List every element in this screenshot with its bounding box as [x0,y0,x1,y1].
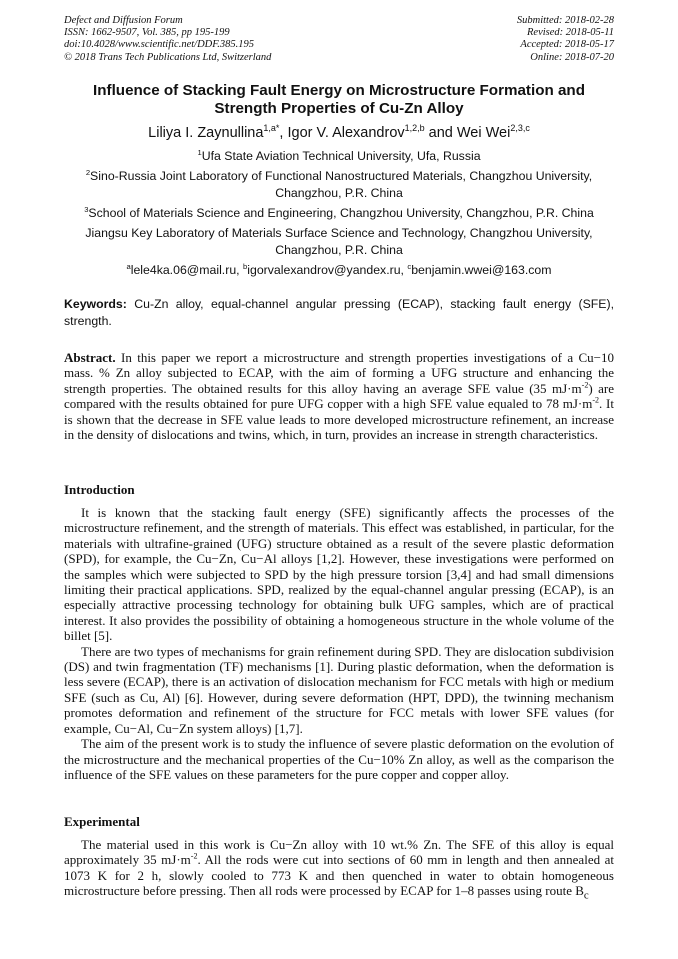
affiliation-text: School of Materials Science and Engineering, Changzhou University, Changzhou, P.R. China [88,206,594,220]
introduction-body [64,505,614,782]
affiliation-text: Jiangsu Key Laboratory of Materials Surface Science and Technology, Changzhou University, [85,226,593,240]
introduction-heading: Introduction [64,482,135,497]
accepted-date: Accepted: 2018-05-17 [520,39,614,51]
intro-paragraph-3: The aim of the present work is to study the influence of severe plastic deformation on the evolution of the microstructure and the mechanical properties of the Cu−10% Zn alloy, as well as the comparison the influence of the SFE values on these parameters for the pure copper and copper alloy. [64,736,614,782]
author-name: Igor V. Alexandrov [287,125,405,141]
email-sup: a [126,261,131,271]
experimental-text: . All the rods were cut into sections of 60 mm in length and then annealed at 1073 K for 2 h, slowly cooled to 773 K and then quenched in water to obtain homogeneous microstructure before pressing. Then all rods were processed by ECAP for 1–8 passes using route B [64,852,614,899]
affiliation-text: Sino-Russia Joint Laboratory of Functional Nanostructured Materials, Changzhou University, [90,169,593,183]
email-separator: , [236,263,244,277]
affiliation-4 [64,225,614,259]
experimental-text: The material used in this work is Cu−Zn alloy with 10 wt.% Zn. The SFE of this alloy is equal approximately 35 mJ·m [64,837,614,868]
affiliation-text: Ufa State Aviation Technical University, Ufa, Russia [201,149,481,163]
affiliation-text: Changzhou, P.R. China [275,186,403,200]
intro-paragraph-2: There are two types of mechanisms for grain refinement during SPD. They are dislocation subdivision (DS) and twin fragmentation (TF) mechanisms [1]. During plastic deformation, when the deformation is less severe (ECAP), there is an activation of dislocation mechanism for FCC metals with high or medium SFE (such as Cu, Al) [6]. However, during severe deformation (HPT, DPD), the twinning mechanism promotes deformation and refinement of the structure for FCC metals with lower SFE values (for example, Cu−Al, Cu−Zn system alloys) [1,7]. [64,643,614,736]
affiliation-2 [64,168,614,202]
author-name: Wei Wei [456,125,511,141]
email-sup: b [243,261,248,271]
email-link[interactable]: benjamin.wwei@163.com [411,263,552,277]
email-sup: c [407,261,412,271]
abstract-text: ) are compared with the results obtained for pure UFG copper with a high SFE value equaled to 78 mJ·m [64,380,614,412]
email-separator: , [400,263,408,277]
keywords-text: Cu-Zn alloy, equal-channel angular pressing (ECAP), stacking fault energy (SFE), strength. [64,297,614,328]
author-affiliation-sup: 1,2,b [404,123,425,134]
revised-date: Revised: 2018-05-11 [527,27,614,39]
publication-dates [517,15,614,64]
title-line-1: Influence of Stacking Fault Energy on Microstructure Formation and [93,82,585,99]
unit-exponent: -2 [592,395,600,405]
author-separator: and [424,125,457,141]
abstract-paragraph [64,350,614,442]
author-name: Liliya I. Zaynullina [148,125,264,141]
paper-title [64,82,614,118]
online-date: Online: 2018-07-20 [530,51,614,63]
unit-exponent: -2 [581,380,589,390]
affiliation-number: 3 [84,204,89,214]
affiliation-text: Changzhou, P.R. China [275,243,403,257]
title-line-2: Strength Properties of Cu-Zn Alloy [214,100,464,117]
copyright: © 2018 Trans Tech Publications Ltd, Switzerland [64,51,272,63]
experimental-body [64,837,614,904]
issn: ISSN: 1662-9507, Vol. 385, pp 195-199 [64,27,230,39]
abstract [64,350,614,442]
submitted-date: Submitted: 2018-02-28 [516,15,614,26]
keywords-label: Keywords: [64,297,127,311]
email-link[interactable]: igorvalexandrov@yandex.ru [247,263,401,277]
author-affiliation-sup: 2,3,c [510,123,530,134]
email-link[interactable]: lele4ka.06@mail.ru [130,263,237,277]
email-list [64,262,614,279]
unit-exponent: -2 [190,852,198,862]
route-subscript: c [583,889,589,902]
keywords [64,296,614,330]
journal-name: Defect and Diffusion Forum [64,15,183,26]
affiliation-1 [64,148,614,165]
doi: doi:10.4028/www.scientific.net/DDF.385.195 [64,39,255,51]
abstract-label: Abstract. [64,350,116,365]
affiliation-number: 1 [197,147,202,157]
journal-info [64,15,271,64]
affiliation-number: 2 [85,167,91,177]
intro-paragraph-1: It is known that the stacking fault energy (SFE) significantly affects the processes of the microstructure refinement, and the strength of materials. This effect was established, in particular, for the materials with ultrafine-grained (UFG) structure obtained as a result of the severe plastic deformation (SPD), for example, the Cu−Zn, Cu−Al alloys [1,2]. However, these investigations were performed on the samples which were subjected to SPD by the high pressure torsion [3,4] and had small dimensions limiting their practical applications. SPD, realized by the equal-channel angular pressing (ECAP), is an especially attractive processing technology for obtaining bulk UFG samples, which are of practical interest. It also provides the possibility of obtaining a homogeneous structure in the whole volume of the billet [5]. [64,505,614,644]
author-separator: , [279,125,288,141]
affiliation-3 [64,205,614,222]
abstract-text: In this paper we report a microstructure and strength properties investigations of a Cu−10 mass. % Zn alloy subjected to ECAP, with the aim of forming a UFG structure and enhancing the strength properties. The obtained results for this alloy having an average SFE value (35 mJ·m [64,350,614,396]
abstract-text: . It is shown that the decrease in SFE value leads to more developed microstructure refinement, an increase in the density of dislocations and twins, which, in turn, provides an increase in strength characteristics. [64,396,614,443]
experimental-paragraph [64,837,614,904]
author-affiliation-sup: 1,a* [263,123,280,134]
author-list [64,124,614,142]
experimental-heading: Experimental [64,814,140,829]
